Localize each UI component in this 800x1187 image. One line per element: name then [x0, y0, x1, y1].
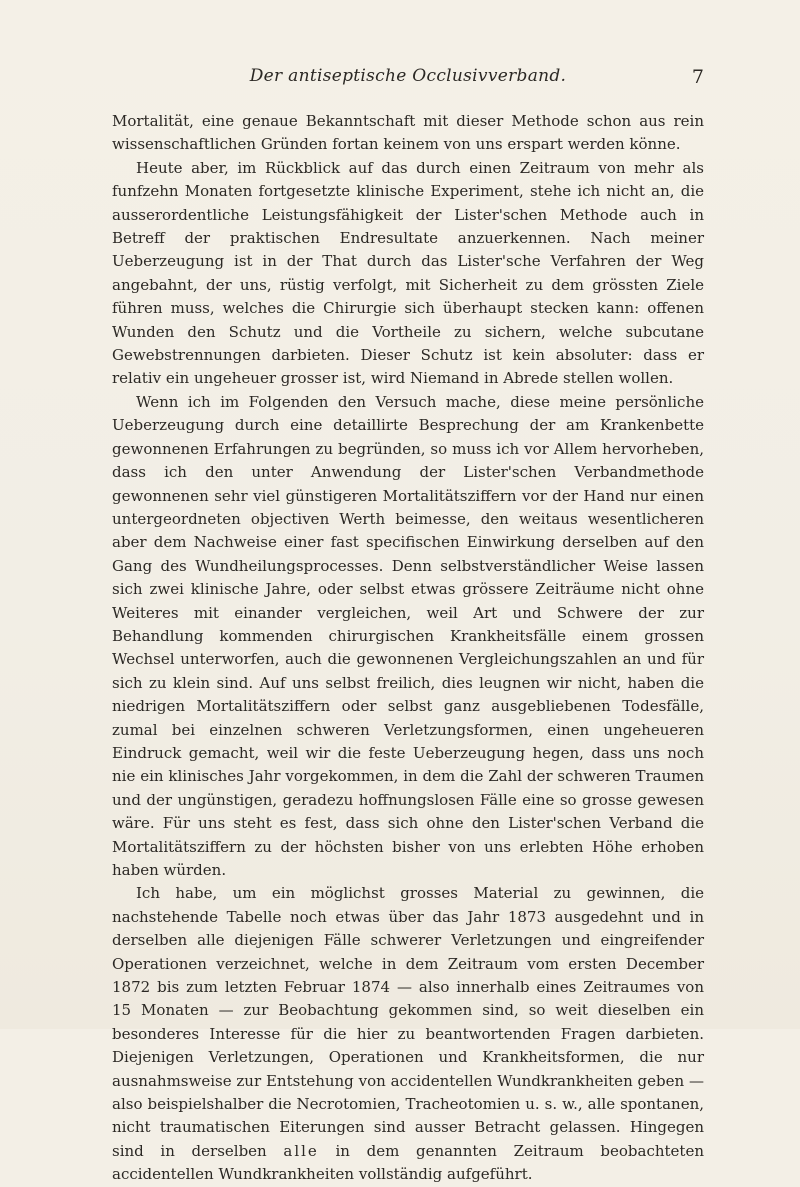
emphasis-word: alle [283, 1141, 319, 1160]
page-number: 7 [691, 66, 704, 88]
running-title: Der antiseptische Occlusivverband. [249, 66, 567, 86]
paragraph: Mortalität, eine genaue Bekanntschaft mit dieser Methode schon aus rein wissenschaftlichen Gründen fortan keinem von uns erspart werden könne. [112, 112, 704, 154]
paragraph: Wenn ich im Folgenden den Versuch mache, diese meine persönliche Ueberzeugung durch eine detaillirte Besprechung der am Krankenbette gewonnenen Erfahrungen zu begründen, so muss ich vor Allem hervorheben, dass ich den unter Anwendung der Lister'schen Verbandmethode gewonnenen sehr viel günstigeren Mortalitätsziffern vor der Hand nur einen untergeordneten objectiven Werth beimesse, den weitaus wesentlicheren aber dem Nachweise einer fast specifischen Einwirkung derselben auf den Gang des Wundheilungsprocesses. Denn selbstverständlicher Weise lassen sich zwei klinische Jahre, oder selbst etwas grössere Zeiträume nicht ohne Weiteres mit einander vergleichen, weil Art und Schwere der zur Behandlung kommenden chirurgischen Krankheitsfälle einem grossen Wechsel unterworfen, auch die gewonnenen Vergleichungszahlen an und für sich zu klein sind. Auf uns selbst freilich, dies leugnen wir nicht, haben die niedrigen Mortalitätsziffern oder selbst ganz ausgebliebenen Todesfälle, zumal bei einzelnen schweren Verletzungsformen, einen ungeheueren Eindruck gemacht, weil wir die feste Ueberzeugung hegen, dass uns noch nie ein klinisches Jahr vorgekommen, in dem die Zahl der schweren Traumen und der ungünstigen, geradezu hoffnungslosen Fälle eine so grosse gewesen wäre. Für uns steht es fest, dass sich ohne den Lister'schen Verband die Mortalitätsziffern zu der höchsten bisher von uns erlebten Höhe erhoben haben würden. [112, 392, 704, 879]
paragraph: Heute aber, im Rückblick auf das durch einen Zeitraum von mehr als funfzehn Monaten fortgesetzte klinische Experiment, stehe ich nicht an, die ausserordentliche Leistungsfähigkeit der Lister'schen Methode auch in Betreff der praktischen Endresultate anzuerkennen. Nach meiner Ueberzeugung ist in der That durch das Lister'sche Verfahren der Weg angebahnt, der uns, rüstig verfolgt, mit Sicherheit zu dem grössten Ziele führen muss, welches die Chirurgie sich überhaupt stecken kann: offenen Wunden den Schutz und die Vortheile zu sichern, welche subcutane Gewebstrennungen darbieten. Dieser Schutz ist kein absoluter: dass er relativ ein ungeheuer grosser ist, wird Niemand in Abrede stellen wollen. [112, 158, 704, 388]
paragraph-text: Ich habe, um ein möglichst grosses Material zu gewinnen, die nachstehende Tabelle noch etwas über das Jahr 1873 ausgedehnt und in derselben alle diejenigen Fälle schwerer Verletzungen und eingreifender Operationen verzeichnet, welche in dem Zeitraum vom ersten December 1872 bis zum letzten Februar 1874 — also innerhalb eines Zeitraumes von 15 Monaten — zur Beobachtung gekommen sind, so weit dieselben ein besonderes Interesse für die hier zu beantwortenden Fragen darbieten. Diejenigen Verletzungen, Operationen und Krankheitsformen, die nur ausnahmsweise zur Entstehung von accidentellen Wundkrankheiten geben — also beispielshalber die Necrotomien, Tracheotomien u. s. w., alle spontanen, nicht traumatischen Eiterungen sind ausser Betracht gelassen. Hingegen sind in derselben [112, 884, 704, 1160]
page-header [112, 66, 704, 92]
body-text [112, 110, 704, 1187]
paragraph-tail: in dem genannten Zeitraum beobachteten accidentellen Wundkrankheiten vollständig aufgeführt. [112, 1141, 704, 1184]
paragraph-last [112, 882, 704, 1186]
